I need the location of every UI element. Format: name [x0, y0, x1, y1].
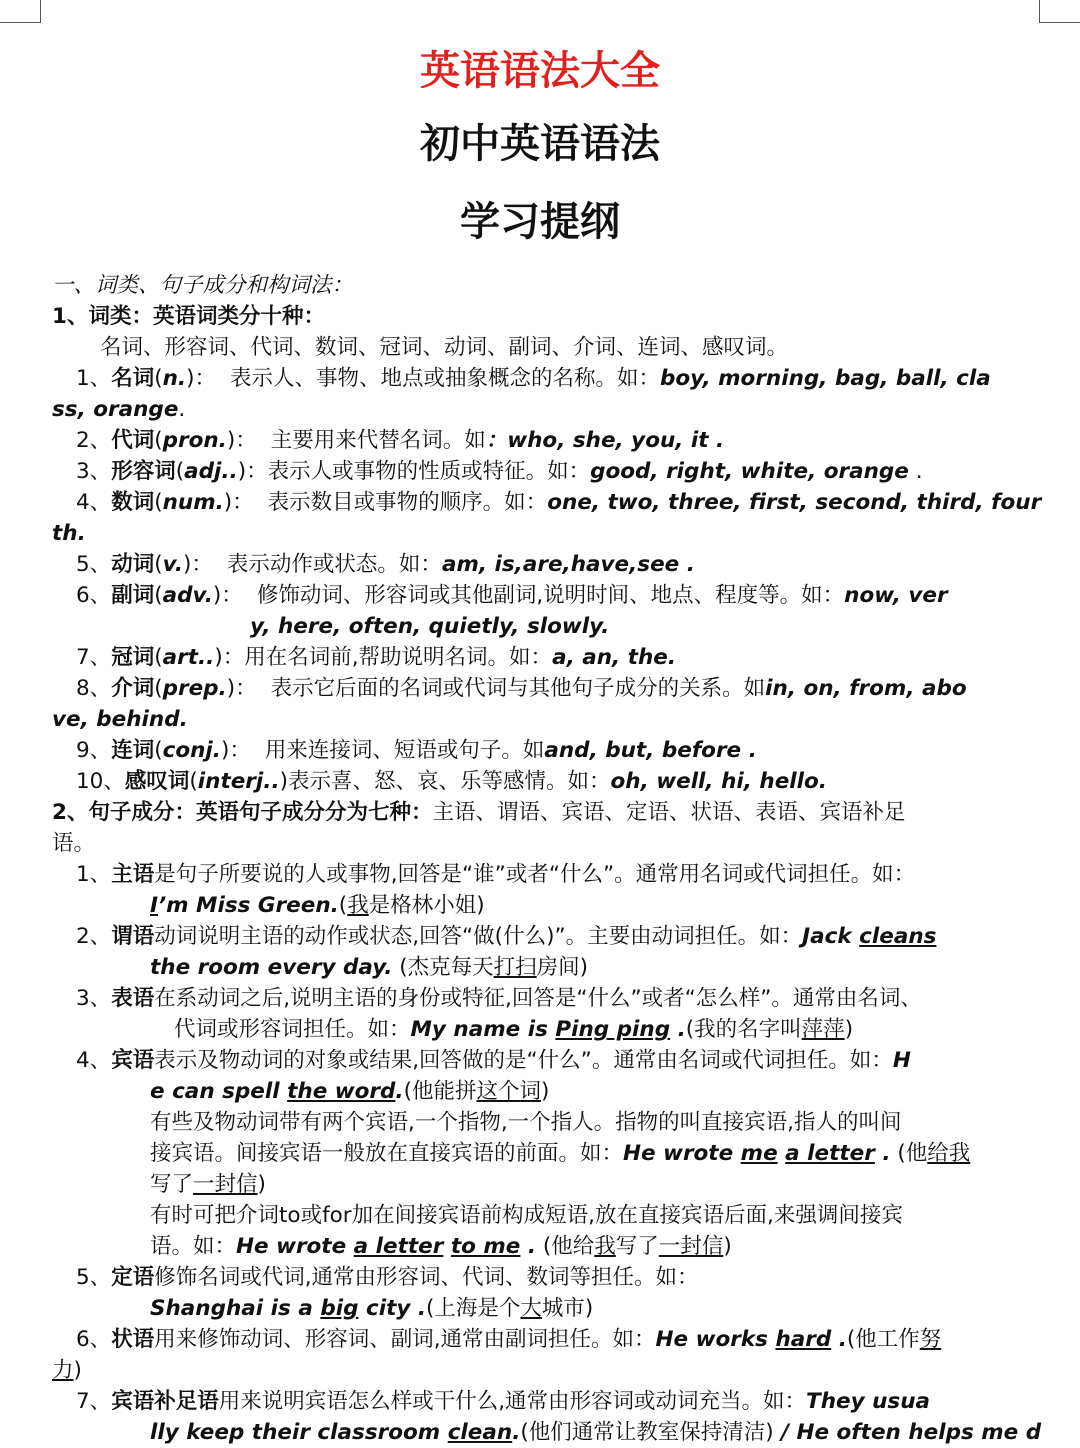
heading-continuation: 语。 [52, 831, 96, 856]
paren: )： [226, 676, 257, 701]
description: 表示它后面的名词或代词与其他句子成分的关系。如 [270, 676, 766, 701]
example: . [520, 1234, 537, 1259]
paren: ( [154, 645, 163, 670]
item-number: 1、 [76, 366, 112, 391]
list-item-continuation [52, 1355, 1044, 1386]
description: 是句子所要说的人或事物,回答是“谁”或者“什么”。通常用名词或代词担任。如： [154, 862, 916, 887]
term: 谓语 [111, 924, 155, 949]
paren: )： [220, 738, 251, 763]
translation-underlined: 一封信 [658, 1234, 724, 1259]
example: H [892, 1048, 911, 1073]
description: 接宾语。间接宾语一般放在直接宾语的前面。如： [150, 1141, 624, 1166]
example: and, but, before . [544, 738, 757, 763]
translation: 写了 [615, 1234, 659, 1259]
item-number: 3、 [76, 986, 112, 1011]
paragraph-line: 有些及物动词带有两个宾语,一个指物,一个指人。指物的叫直接宾语,指人的叫间 [150, 1110, 902, 1135]
translation: (他能拼 [403, 1079, 477, 1104]
list-item [52, 487, 1044, 518]
example-line [52, 1076, 1044, 1107]
page-corner-mark-left [0, 0, 41, 23]
term: 表语 [111, 986, 155, 1011]
list-item [52, 549, 1044, 580]
term: 代词 [111, 428, 155, 453]
translation-underlined: 我 [594, 1234, 616, 1259]
part-heading-sentence-elements [52, 797, 1044, 828]
item-number: 3、 [76, 459, 112, 484]
list-item-continuation [52, 611, 1044, 642]
list-item [52, 1324, 1044, 1355]
page-corner-mark-right [1039, 0, 1080, 23]
item-number: 6、 [76, 583, 112, 608]
item-number: 1、 [76, 862, 112, 887]
description: 表示人或事物的性质或特征。如： [267, 459, 591, 484]
translation-underlined: 这个词 [476, 1079, 541, 1104]
document-body [52, 270, 1044, 1448]
translation: (他给 [536, 1234, 595, 1259]
example-underlined: cleans [859, 924, 937, 949]
example: now, ver [844, 583, 948, 608]
description: 表示数目或事物的顺序。如： [267, 490, 548, 515]
item-number: 6、 [76, 1327, 112, 1352]
list-item [52, 859, 1044, 890]
example-underlined: a letter [785, 1141, 875, 1166]
paren: ( [175, 459, 185, 484]
example-line [52, 1138, 1044, 1169]
item-number: 2、 [76, 428, 112, 453]
translation-underlined: 萍萍 [801, 1017, 845, 1042]
list-item [52, 921, 1044, 952]
translation: (杰克每天 [392, 955, 494, 980]
heading-label: 2、句子成分：英语句子成分分为七种： [52, 800, 433, 825]
abbreviation: prep. [162, 676, 227, 701]
paragraph-line: 有时可把介词to或for加在间接宾语前构成短语,放在直接宾语后面,来强调间接宾 [150, 1203, 903, 1228]
example-line [52, 890, 1044, 921]
translation: (他们通常让教室保持清洁) [520, 1420, 774, 1445]
translation-underlined: 力 [52, 1358, 74, 1383]
part-heading-word-classes: 1、词类：英语词类分十种： [52, 304, 325, 329]
example: the room every day. [150, 955, 393, 980]
term: 感叹词 [124, 769, 190, 794]
list-item [52, 425, 1044, 456]
translation: ) [257, 1172, 266, 1197]
term: 定语 [111, 1265, 155, 1290]
translation: (他 [890, 1141, 928, 1166]
translation: 城市) [541, 1296, 594, 1321]
paren: ( [189, 769, 198, 794]
translation: ) [723, 1234, 732, 1259]
description: 用在名词前,帮助说明名词。如： [244, 645, 553, 670]
translation: ) [540, 1079, 550, 1104]
example-underlined: big [320, 1296, 359, 1321]
example: . [512, 1420, 521, 1445]
item-number: 5、 [76, 552, 112, 577]
paren: ( [154, 490, 163, 515]
term: 动词 [111, 552, 155, 577]
heading-list: 主语、谓语、宾语、定语、状语、表语、宾语补足 [432, 800, 906, 825]
abbreviation: conj. [162, 738, 221, 763]
paren: )： [226, 428, 257, 453]
example-underlined: hard [775, 1327, 832, 1352]
example: one, two, three, first, second, third, four [547, 490, 1042, 515]
example-underlined: Ping ping [555, 1017, 671, 1042]
description: 修饰名词或代词,通常由形容词、代词、数词等担任。如： [154, 1265, 699, 1290]
example: ve, behind. [52, 707, 188, 732]
paren: ( [154, 552, 163, 577]
description: 表示人、事物、地点或抽象概念的名称。如： [229, 366, 660, 391]
list-item [52, 735, 1044, 766]
word-class-list: 名词、形容词、代词、数词、冠词、动词、副词、介词、连词、感叹词。 [100, 335, 789, 360]
item-number: 10、 [76, 769, 125, 794]
example: good, right, white, orange [590, 459, 909, 484]
description: 动词说明主语的动作或状态,回答“做(什么)”。主要由动词担任。如： [154, 924, 803, 949]
term: 形容词 [111, 459, 176, 484]
term: 介词 [111, 676, 155, 701]
example-line [52, 1169, 1044, 1200]
title-block [0, 40, 1080, 258]
paren: ( [154, 583, 163, 608]
example: . [874, 1141, 891, 1166]
list-item-continuation [52, 394, 1044, 425]
list-item-continuation [52, 518, 1044, 549]
example-underlined: me [740, 1141, 778, 1166]
list-item [52, 766, 1044, 797]
abbreviation: interj.. [197, 769, 280, 794]
list-item [52, 673, 1044, 704]
example-underlined: to me [450, 1234, 521, 1259]
description: 在系动词之后,说明主语的身份或特征,回答是“什么”或者“怎么样”。通常由名词、 [154, 986, 922, 1011]
description: 用来修饰动词、形容词、副词,通常由副词担任。如： [154, 1327, 656, 1352]
abbreviation: adj.. [184, 459, 238, 484]
translation: 是格林小姐) [368, 893, 485, 918]
translation: (上海是个 [426, 1296, 521, 1321]
punctuation: . [908, 459, 923, 484]
example: ：who, she, you, it . [485, 428, 725, 453]
paren: )： [223, 490, 254, 515]
paren: ( [154, 366, 163, 391]
example: a, an, the. [552, 645, 677, 670]
example: They usua [806, 1389, 931, 1414]
description: 表示动作或状态。如： [226, 552, 442, 577]
example-underlined: the word [287, 1079, 396, 1104]
third-title: 学习提纲 [460, 199, 620, 245]
paren: ( [154, 738, 163, 763]
term: 名词 [111, 366, 155, 391]
description: 主要用来代替名词。如 [270, 428, 486, 453]
translation-underlined: 一封信 [193, 1172, 258, 1197]
paren: )： [214, 645, 245, 670]
example: e can spell [150, 1079, 288, 1104]
translation: (我的名字叫 [685, 1017, 802, 1042]
example: . [395, 1079, 404, 1104]
example: He works [655, 1327, 776, 1352]
translation-underlined: 大 [520, 1296, 542, 1321]
item-number: 7、 [76, 1389, 112, 1414]
paren: )： [212, 583, 243, 608]
description: 表示及物动词的对象或结果,回答做的是“什么”。通常由名词或代词担任。如： [154, 1048, 893, 1073]
example-line [52, 1417, 1044, 1448]
example: / He often helps me d [773, 1420, 1042, 1445]
example: th. [52, 521, 86, 546]
abbreviation: num. [162, 490, 224, 515]
translation-underlined: 努 [919, 1327, 942, 1352]
abbreviation: art.. [162, 645, 215, 670]
term: 连词 [111, 738, 155, 763]
translation: ( [338, 893, 348, 918]
description: 用来连接词、短语或句子。如 [264, 738, 545, 763]
example-line [52, 1231, 1044, 1262]
example: city . [358, 1296, 427, 1321]
example: . [670, 1017, 686, 1042]
abbreviation: adv. [162, 583, 213, 608]
item-number: 2、 [76, 924, 112, 949]
example: Jack [802, 924, 860, 949]
translation: ) [73, 1358, 82, 1383]
list-item [52, 1262, 1044, 1293]
list-item [52, 580, 1044, 611]
example-line [52, 1014, 1044, 1045]
example-underlined: clean [447, 1420, 513, 1445]
example: ’m Miss Green. [158, 893, 339, 918]
term: 主语 [111, 862, 155, 887]
example: He wrote [236, 1234, 354, 1259]
example [443, 1234, 451, 1259]
abbreviation: pron. [162, 428, 227, 453]
item-number: 5、 [76, 1265, 112, 1290]
paren: ( [154, 676, 163, 701]
example-line [52, 952, 1044, 983]
main-title: 英语语法大全 [420, 48, 660, 94]
paren: )： [237, 459, 268, 484]
term: 副词 [111, 583, 155, 608]
example-line [52, 1293, 1044, 1324]
item-number: 7、 [76, 645, 112, 670]
example: ss, orange [52, 397, 179, 422]
example: oh, well, hi, hello. [610, 769, 827, 794]
description: 用来说明宾语怎么样或干什么,通常由形容词或动词充当。如： [218, 1389, 807, 1414]
description: 代词或形容词担任。如： [174, 1017, 411, 1042]
example: . [831, 1327, 847, 1352]
example-underlined: a letter [353, 1234, 444, 1259]
example: y, here, often, quietly, slowly. [250, 614, 610, 639]
example: Shanghai is a [150, 1296, 321, 1321]
term: 状语 [111, 1327, 155, 1352]
example-underlined: I [150, 893, 158, 918]
paren: ) [279, 769, 288, 794]
description: 语。如： [150, 1234, 237, 1259]
translation-underlined: 我 [347, 893, 369, 918]
term: 宾语补足语 [111, 1389, 219, 1414]
paren: ( [154, 428, 163, 453]
list-item [52, 1386, 1044, 1417]
example: in, on, from, abo [765, 676, 967, 701]
example: boy, morning, bag, ball, cla [659, 366, 991, 391]
example: My name is [410, 1017, 556, 1042]
section-heading: 一、词类、句子成分和构词法： [52, 273, 354, 298]
example: am, is,are,have,see . [441, 552, 695, 577]
list-item [52, 456, 1044, 487]
translation-underlined: 给我 [927, 1141, 971, 1166]
list-item [52, 642, 1044, 673]
description: 表示喜、怒、哀、乐等感情。如： [288, 769, 611, 794]
list-item [52, 983, 1044, 1014]
list-item-continuation [52, 704, 1044, 735]
term: 冠词 [111, 645, 155, 670]
translation: (他工作 [846, 1327, 920, 1352]
item-number: 8、 [76, 676, 112, 701]
abbreviation: n. [162, 366, 187, 391]
example: He wrote [623, 1141, 741, 1166]
item-number: 4、 [76, 490, 112, 515]
translation-underlined: 打扫 [493, 955, 537, 980]
abbreviation: v. [162, 552, 184, 577]
punctuation: . [178, 397, 186, 422]
item-number: 4、 [76, 1048, 112, 1073]
paren: )： [186, 366, 216, 391]
term: 宾语 [111, 1048, 155, 1073]
item-number: 9、 [76, 738, 112, 763]
term: 数词 [111, 490, 155, 515]
list-item [52, 1045, 1044, 1076]
translation: 写了 [150, 1172, 194, 1197]
translation: ) [844, 1017, 854, 1042]
description: 修饰动词、形容词或其他副词,说明时间、地点、程度等。如： [256, 583, 845, 608]
translation: 房间) [536, 955, 589, 980]
list-item [52, 363, 1044, 394]
subtitle: 初中英语语法 [420, 121, 660, 167]
example: lly keep their classroom [150, 1420, 448, 1445]
paren: )： [183, 552, 213, 577]
